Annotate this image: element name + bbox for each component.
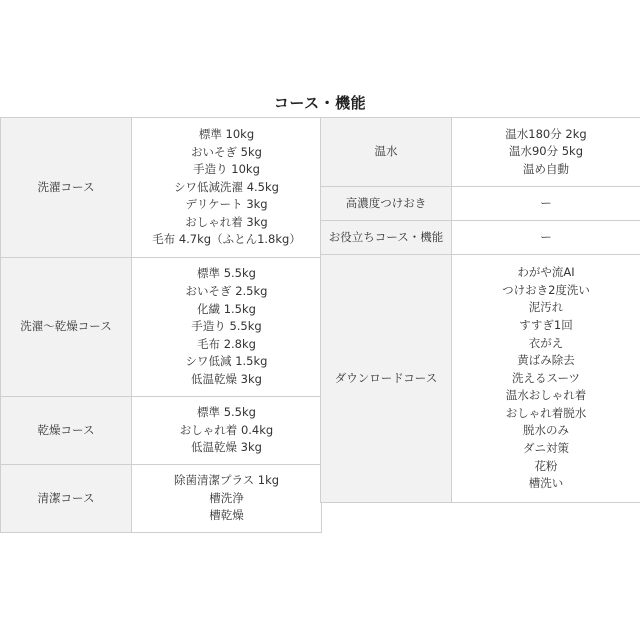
value-line: 標準 10kg [198, 126, 255, 141]
row-values [132, 258, 322, 397]
row-label: 高濃度つけおき [321, 187, 452, 221]
value-line: シワ低減洗濯 4.5kg [174, 179, 279, 194]
value-line: 毛布 4.7kg（ふとん1.8kg） [152, 232, 301, 247]
row-values [452, 118, 640, 187]
left-row [1, 258, 322, 397]
value-line: 毛布 2.8kg [197, 336, 256, 351]
value-line: 温水180分 2kg [505, 126, 587, 141]
value-line: おしゃれ着脱水 [505, 405, 587, 420]
left-row [1, 118, 322, 258]
value-line: 脱水のみ [523, 423, 569, 438]
value-line: 標準 5.5kg [197, 405, 256, 420]
right-row [321, 187, 640, 221]
row-values [452, 221, 640, 255]
value-line: おしゃれ着 3kg [185, 214, 268, 229]
right-row [321, 118, 640, 187]
row-values [132, 397, 322, 465]
row-values [132, 465, 322, 533]
row-label: 乾燥コース [1, 397, 132, 465]
page-title: コース・機能 [273, 94, 367, 112]
value-line: 槽乾燥 [209, 508, 244, 523]
course-table-right [320, 117, 640, 503]
value-line: わがや流AI [517, 265, 575, 280]
left-row [1, 397, 322, 465]
right-row [321, 221, 640, 255]
value-line: ー [540, 229, 552, 244]
value-line: ダニ対策 [523, 441, 569, 456]
value-line: おしゃれ着 0.4kg [179, 422, 274, 437]
value-line: つけおき2度洗い [502, 282, 590, 297]
value-line: 手造り 10kg [193, 162, 260, 177]
value-line: すすぎ1回 [519, 317, 573, 332]
value-line: 化繊 1.5kg [197, 301, 256, 316]
row-label: 洗濯～乾燥コース [1, 258, 132, 397]
value-line: 衣がえ [528, 335, 564, 350]
value-line: シワ低減 1.5kg [185, 354, 268, 369]
value-line: 温め自動 [523, 161, 569, 176]
value-line: 除菌清潔プラス 1kg [173, 473, 280, 488]
value-line: 低温乾燥 3kg [191, 371, 262, 386]
value-line: デリケート 3kg [185, 197, 268, 212]
row-values [452, 187, 640, 221]
value-line: おいそぎ 2.5kg [185, 284, 268, 299]
value-line: 泥汚れ [528, 300, 564, 315]
value-line: 黄ばみ除去 [517, 353, 575, 368]
row-label: 洗濯コース [1, 118, 132, 258]
value-line: ー [540, 195, 552, 210]
row-label: 清潔コース [1, 465, 132, 533]
row-values [452, 255, 640, 503]
row-label: お役立ちコース・機能 [321, 221, 452, 255]
row-values [132, 118, 322, 258]
value-line: 低温乾燥 3kg [191, 440, 262, 455]
right-row [321, 255, 640, 503]
value-line: 洗えるスーツ [512, 370, 580, 385]
value-line: 温水おしゃれ着 [505, 388, 587, 403]
value-line: 花粉 [534, 458, 558, 473]
row-label: ダウンロードコース [321, 255, 452, 503]
value-line: 標準 5.5kg [197, 266, 256, 281]
value-line: 槽洗浄 [209, 490, 244, 505]
row-label: 温水 [321, 118, 452, 187]
value-line: 手造り 5.5kg [191, 319, 262, 334]
value-line: 槽洗い [528, 476, 564, 491]
value-line: 温水90分 5kg [508, 144, 584, 159]
value-line: おいそぎ 5kg [191, 144, 262, 159]
course-table-left [0, 117, 322, 533]
left-row [1, 465, 322, 533]
